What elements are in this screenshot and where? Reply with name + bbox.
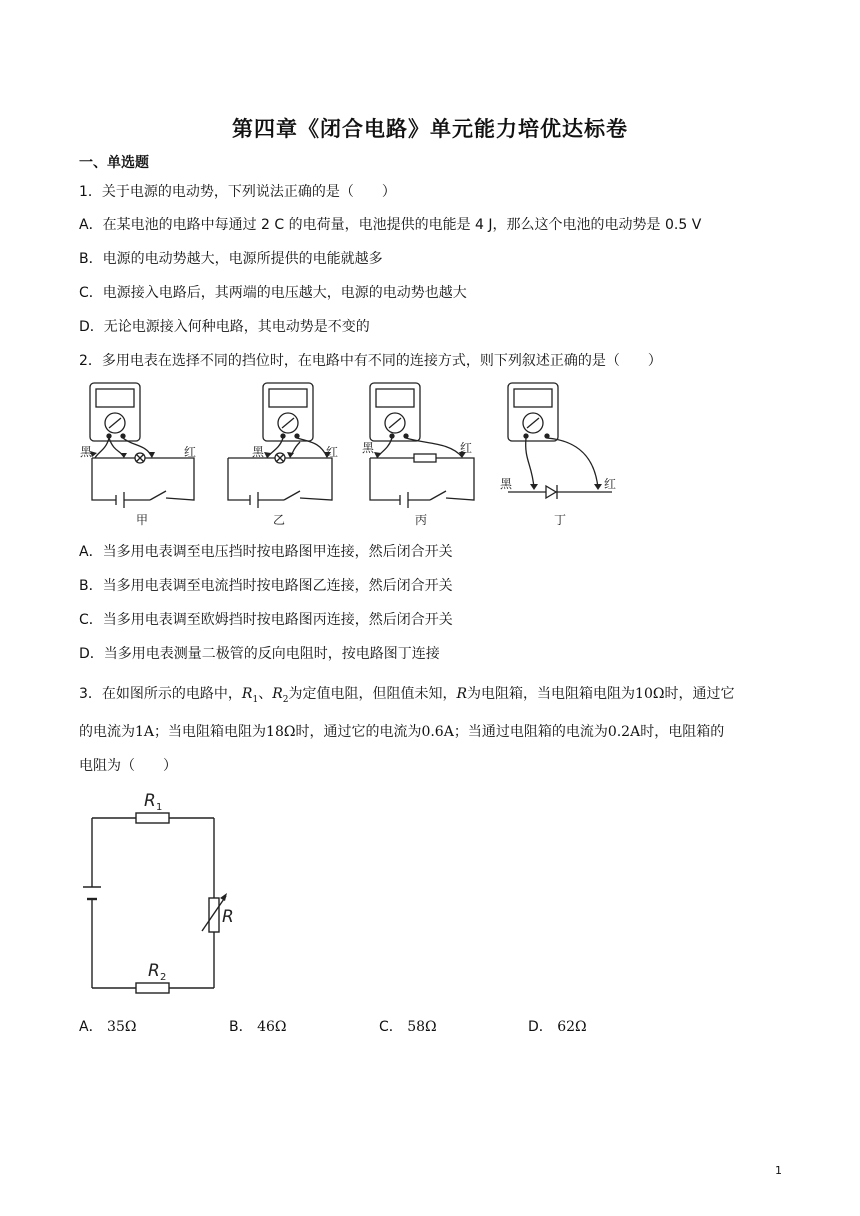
- black-probe-label-2: 黑: [252, 445, 265, 459]
- question-3-text-7: ；当通过电阻箱的电流为: [453, 724, 608, 740]
- page-number: 1: [775, 1164, 782, 1177]
- figure-caption-yi: 乙: [273, 513, 286, 527]
- question-3-text-3: 时，通过它: [664, 686, 735, 702]
- option-letter: A．: [79, 1019, 103, 1035]
- question-2-option-d: D．当多用电表测量二极管的反向电阻时，按电路图丁连接: [79, 646, 440, 662]
- black-probe-label-1: 黑: [80, 445, 93, 459]
- question-3-line-3: 电阻为（ ）: [79, 758, 177, 774]
- page-title: 第四章《闭合电路》单元能力培优达标卷: [232, 117, 628, 141]
- question-2-stem: 2．多用电表在选择不同的挡位时，在电路中有不同的连接方式，则下列叙述正确的是（ ）: [79, 353, 662, 369]
- question-1-option-b: B．电源的电动势越大，电源所提供的电能就越多: [79, 251, 383, 267]
- r1-symbol: R: [241, 686, 253, 702]
- resistance-value-1: 10Ω: [635, 686, 665, 702]
- resistor-circuit-figure: [78, 788, 248, 1000]
- r1-subscript: 1: [252, 694, 259, 705]
- r1-label-subscript: 1: [156, 802, 163, 813]
- figure-caption-bing: 丙: [415, 513, 428, 527]
- section-heading: 一、单选题: [79, 155, 149, 171]
- current-value-2: 0.6A: [421, 724, 454, 740]
- option-value: 46Ω: [257, 1019, 287, 1035]
- question-3-text-8: 时，电阻箱的: [640, 724, 725, 740]
- r1-label: R: [144, 791, 156, 811]
- question-3-line-1: [79, 683, 734, 705]
- r2-symbol: R: [272, 686, 283, 702]
- figure-caption-jia: 甲: [136, 513, 149, 527]
- black-probe-label-4: 黑: [500, 477, 513, 491]
- question-2-option-c: C．当多用电表调至欧姆挡时按电路图丙连接，然后闭合开关: [79, 612, 453, 628]
- question-2-option-a: A．当多用电表调至电压挡时按电路图甲连接，然后闭合开关: [79, 544, 453, 560]
- question-1-option-a: A．在某电池的电路中每通过 2 C 的电荷量，电池提供的电能是 4 J，那么这个电池的电动势是 0.5 V: [79, 217, 702, 233]
- r2-label: R: [148, 961, 160, 981]
- question-3-option-a: [79, 1016, 136, 1036]
- resistance-value-2: 18Ω: [266, 724, 296, 740]
- question-2-option-b: B．当多用电表调至电流挡时按电路图乙连接，然后闭合开关: [79, 578, 453, 594]
- question-1-option-c: C．电源接入电路后，其两端的电压越大，电源的电动势也越大: [79, 285, 467, 301]
- question-1-option-d: D．无论电源接入何种电路，其电动势是不变的: [79, 319, 370, 335]
- separator: 、: [258, 686, 273, 702]
- question-3-option-b: [229, 1016, 286, 1036]
- red-probe-label-1: 红: [184, 445, 197, 459]
- option-value: 58Ω: [407, 1019, 437, 1035]
- option-value: 62Ω: [557, 1019, 587, 1035]
- question-3-text-6: 时，通过它的电流为: [295, 724, 422, 740]
- question-3-text-2: 为电阻箱，当电阻箱电阻为: [467, 686, 636, 702]
- option-letter: B．: [229, 1019, 253, 1035]
- current-value-3: 0.2A: [607, 724, 641, 740]
- question-3-text-1: 为定值电阻，但阻值未知，: [288, 686, 457, 702]
- option-letter: D．: [528, 1019, 553, 1035]
- question-1-stem: 1．关于电源的电动势，下列说法正确的是（ ）: [79, 184, 396, 200]
- r-symbol: R: [456, 686, 468, 702]
- figure-caption-ding: 丁: [554, 513, 567, 527]
- red-probe-label-3: 红: [460, 441, 473, 455]
- option-letter: C．: [379, 1019, 403, 1035]
- question-3-text-4: 的电流为: [79, 724, 135, 740]
- r2-label-subscript: 2: [160, 972, 167, 983]
- option-value: 35Ω: [107, 1019, 137, 1035]
- red-probe-label-2: 红: [326, 445, 339, 459]
- question-3-line-2: [79, 721, 724, 741]
- question-3-text-5: ；当电阻箱电阻为: [154, 724, 267, 740]
- black-probe-label-3: 黑: [362, 441, 375, 455]
- red-probe-label-4: 红: [604, 477, 617, 491]
- question-3-number: 3．在如图所示的电路中，: [79, 686, 242, 702]
- question-3-option-c: [379, 1016, 437, 1036]
- question-3-option-d: [528, 1016, 587, 1036]
- multimeter-circuits-figure: [80, 380, 640, 530]
- r-label: R: [222, 907, 234, 927]
- r2-subscript: 2: [282, 694, 289, 705]
- current-value-1: 1A: [135, 724, 155, 740]
